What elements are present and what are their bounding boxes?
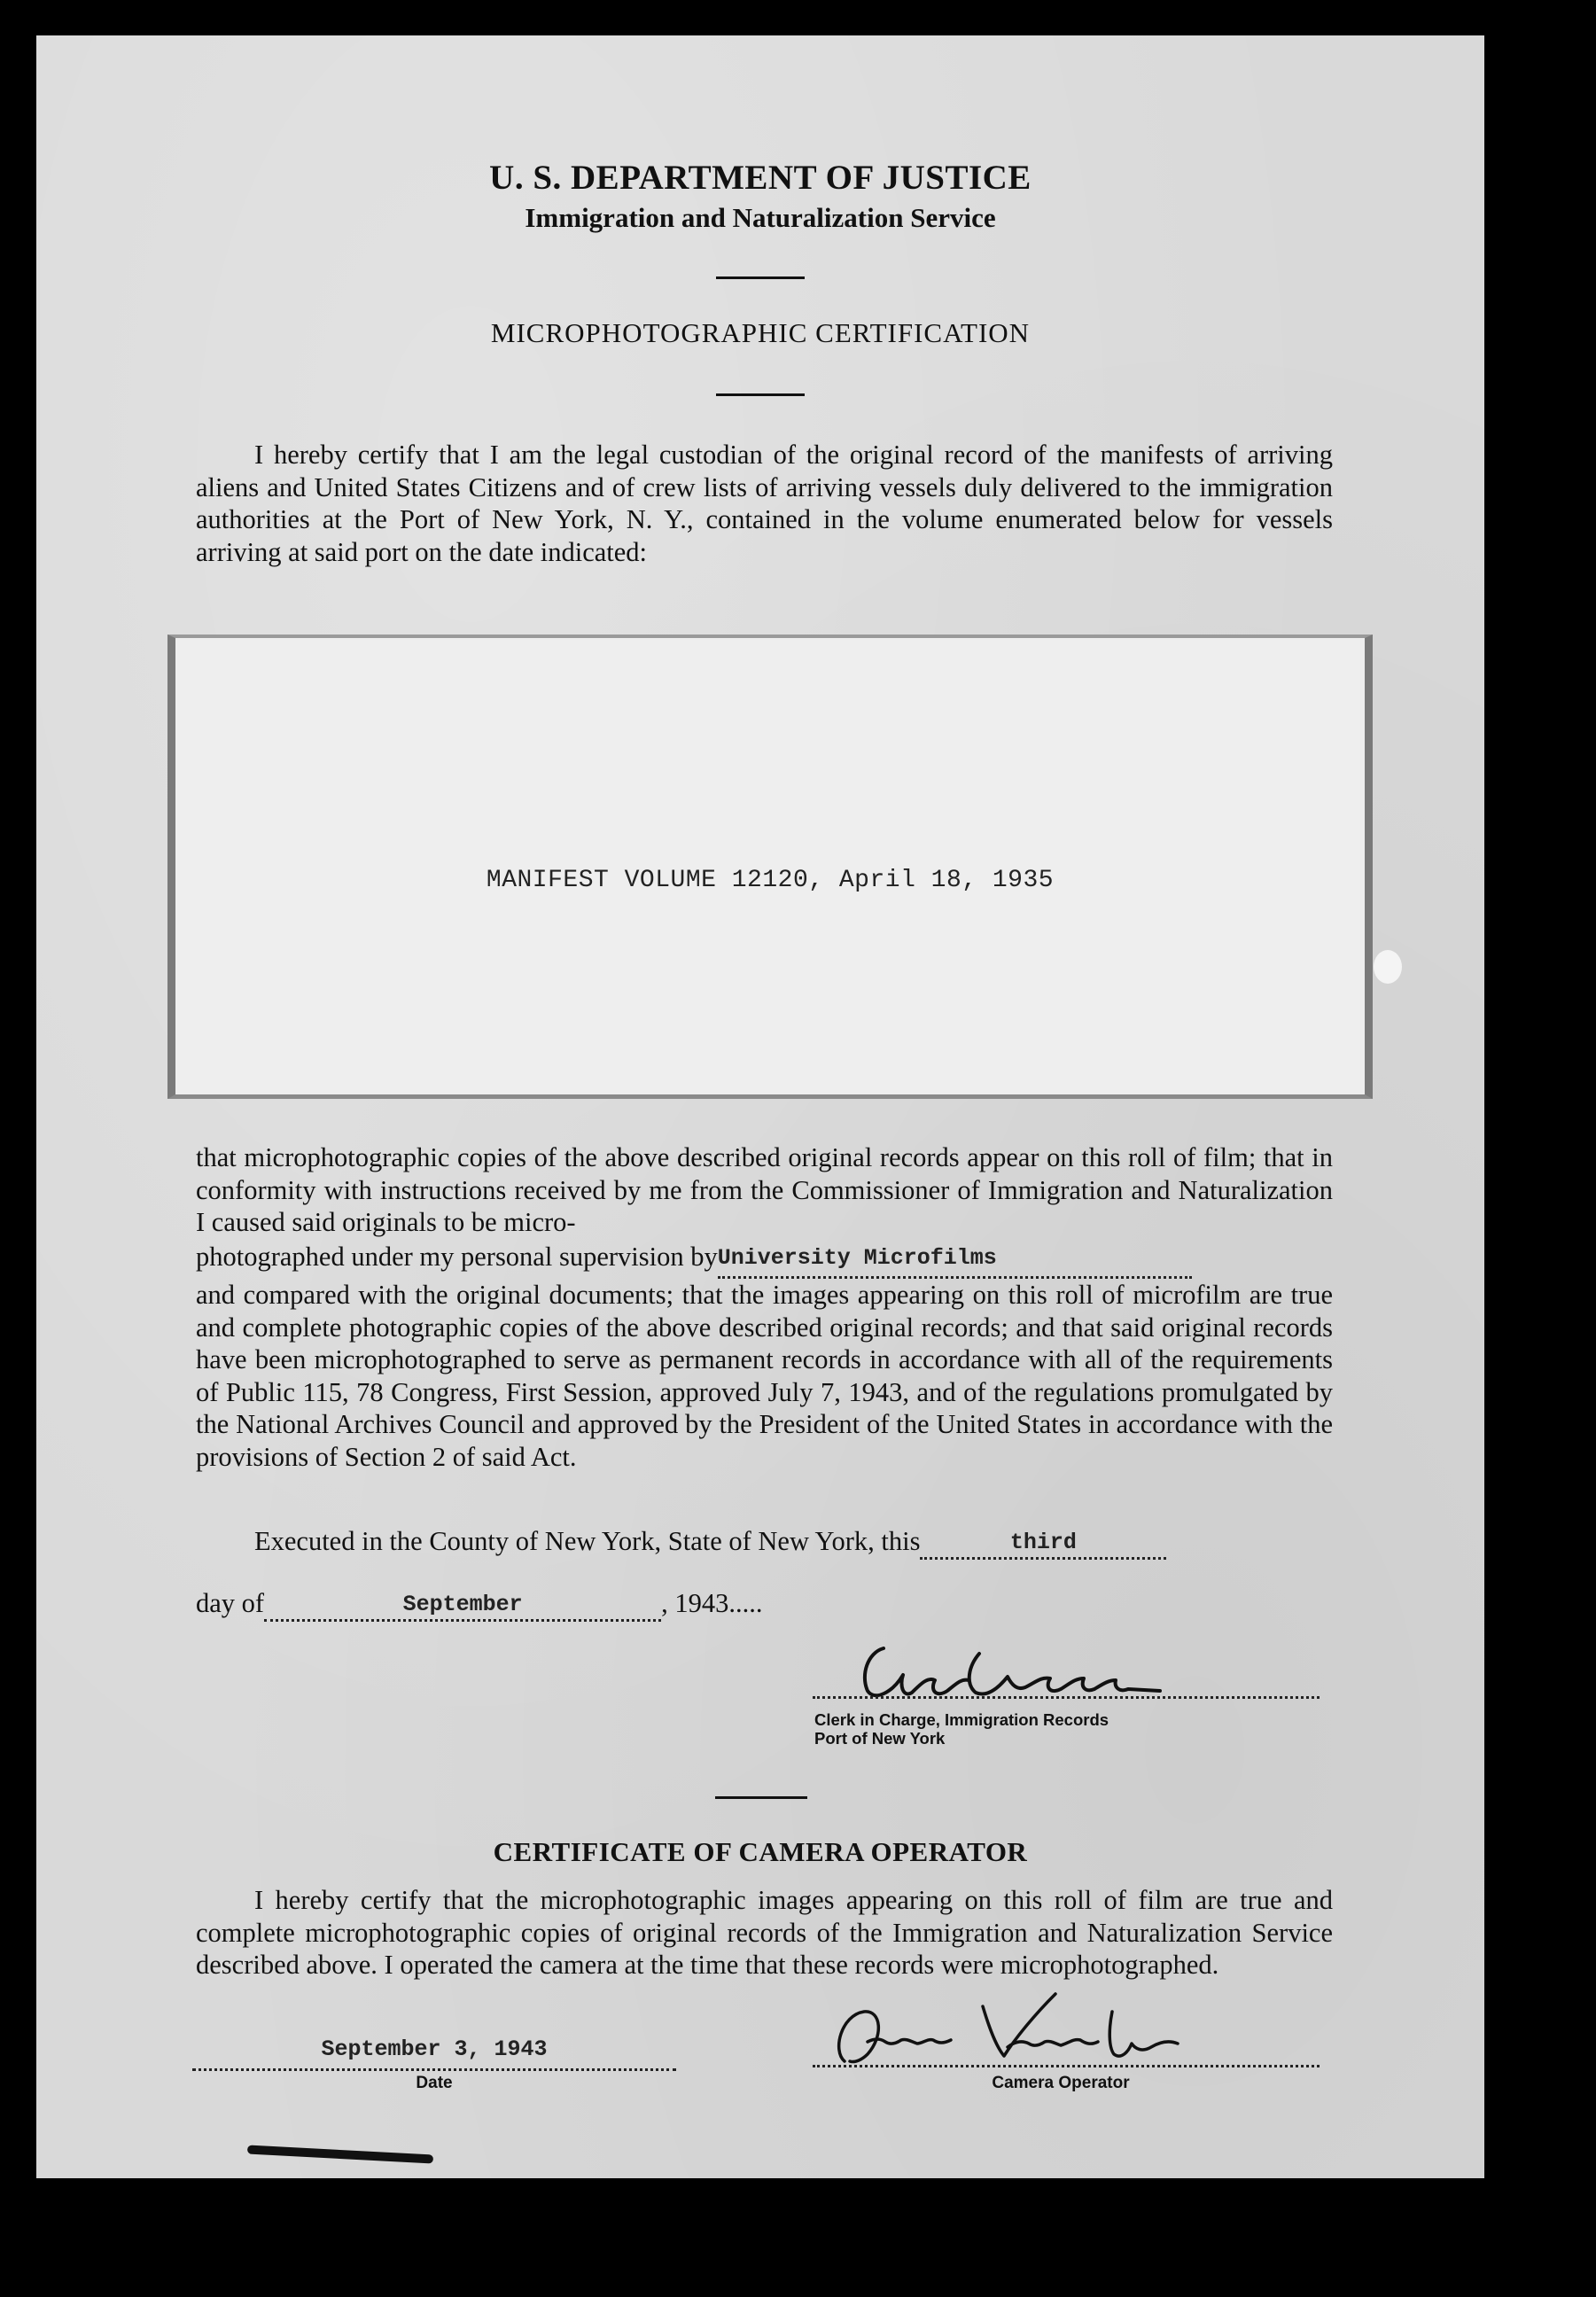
certification-heading: MICROPHOTOGRAPHIC CERTIFICATION — [490, 317, 1031, 348]
scan-artifact-mark — [247, 2145, 433, 2164]
supervisor-name: University Microfilms — [717, 1244, 997, 1271]
body-part1: that microphotographic copies of the above described original records appear on this roll of film; that in conformity with instructions received by me from the Commissioner of Immigration and Naturalization I caused said originals to be micro- — [196, 1142, 1333, 1237]
execution-day-field — [920, 1526, 1166, 1560]
manifest-volume-text: MANIFEST VOLUME 12120, April 18, 1935 — [486, 867, 1055, 894]
clerk-caption-line1: Clerk in Charge, Immigration Records — [814, 1710, 1109, 1729]
supervisor-field — [718, 1241, 1192, 1280]
execution-day: third — [1009, 1530, 1077, 1555]
date-field — [192, 2031, 676, 2071]
operator-signature-area — [779, 1989, 1320, 2072]
intro-text: I hereby certify that I am the legal custodian of the original record of the manifests of arriving aliens and United States Citizens and of crew lists of arriving vessels duly delivered to the immigration authorities at the Port of New York, N. Y., contained in the volume enumerated below for vessels arriving at said port on the date indicated: — [196, 440, 1333, 567]
execution-month: September — [402, 1592, 523, 1617]
supervision-prefix: photographed under my personal supervision by — [196, 1241, 718, 1272]
document-sheet — [36, 35, 1484, 2178]
date-label: Date — [416, 2074, 453, 2092]
clerk-caption — [814, 1710, 1109, 1748]
document-subtitle: Immigration and Naturalization Service — [525, 202, 996, 233]
operator-label: Camera Operator — [992, 2074, 1130, 2092]
execution-prefix: Executed in the County of New York, State of New York, this — [254, 1526, 921, 1556]
execution-month-field — [264, 1588, 661, 1622]
divider-rule-3 — [715, 1796, 807, 1799]
body-paragraph — [196, 1141, 1333, 1473]
camera-text: I hereby certify that the microphotographic images appearing on this roll of film are true and complete microphotographic copies of original records of the Immigration and Naturalization Service described above. I operated the camera at the time that these records were microphotographed. — [196, 1885, 1333, 1980]
execution-line — [254, 1526, 1166, 1560]
operator-signature — [779, 1989, 1320, 2072]
day-of-line — [196, 1588, 762, 1622]
manifest-volume-box — [167, 635, 1373, 1099]
operator-signature-line — [813, 2065, 1320, 2067]
document-title: U. S. DEPARTMENT OF JUSTICE — [489, 159, 1032, 197]
execution-year: , 1943..... — [661, 1588, 763, 1618]
body-part2: and compared with the original documents; that the images appearing on this roll of microfilm are true and complete photographic copies of the above described original records; and that said original records have been microphotographed to serve as permanent records in accordance with all of the requirements of Public 115, 78 Congress, First Session, approved July 7, 1943, and of the regulations promulgated by the National Archives Council and approved by the President of the United States in accordance with the provisions of Section 2 of said Act. — [196, 1280, 1333, 1472]
supervision-line — [196, 1241, 1333, 1280]
clerk-signature-line — [813, 1696, 1320, 1699]
camera-date: September 3, 1943 — [321, 2036, 548, 2062]
camera-paragraph — [196, 1884, 1333, 1982]
clerk-caption-line2: Port of New York — [814, 1729, 946, 1748]
camera-heading: CERTIFICATE OF CAMERA OPERATOR — [493, 1836, 1028, 1867]
intro-paragraph — [196, 439, 1333, 568]
day-of-label: day of — [196, 1588, 265, 1618]
divider-rule-2 — [716, 393, 805, 396]
divider-rule-1 — [716, 276, 805, 279]
scan-blemish — [1374, 950, 1402, 984]
clerk-signature-area — [779, 1622, 1320, 1710]
